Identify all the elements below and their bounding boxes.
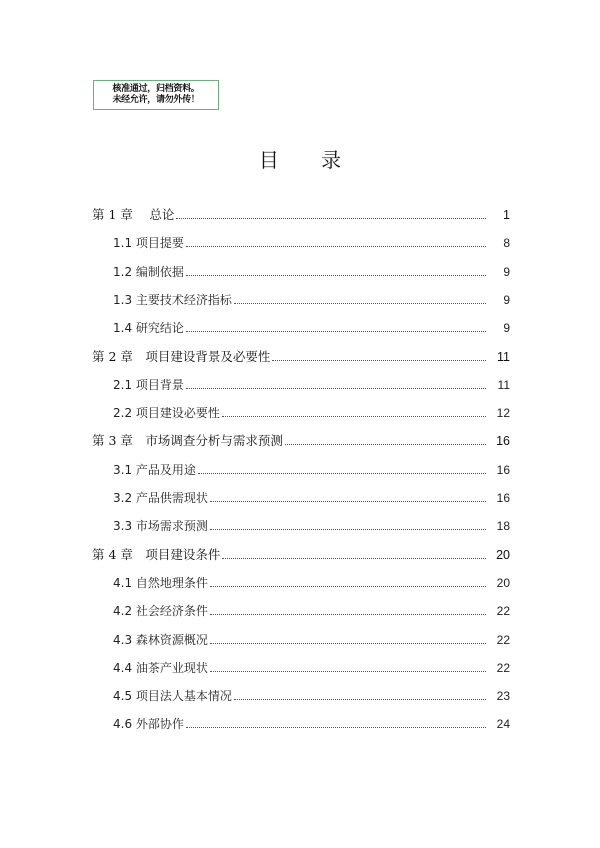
toc-entry-label: 4.2 社会经济条件 <box>113 604 208 619</box>
toc-entry-label: 3.1 产品及用途 <box>113 462 196 477</box>
toc-chapter-entry[interactable] <box>92 344 510 364</box>
toc-section-entry[interactable] <box>113 315 510 335</box>
toc-dot-leader <box>222 416 486 417</box>
toc-entry-page-number: 23 <box>496 689 510 704</box>
toc-section-entry[interactable] <box>113 372 510 392</box>
toc-entry-label: 第 3 章 市场调查分析与需求预测 <box>92 433 283 449</box>
toc-entry-label: 1.2 编制依据 <box>113 264 184 279</box>
toc-entry-page-number: 8 <box>503 236 510 251</box>
toc-entry-label: 3.3 市场需求预测 <box>113 519 208 534</box>
toc-section-entry[interactable] <box>113 711 510 731</box>
toc-section-entry[interactable] <box>113 457 510 477</box>
toc-dot-leader <box>186 275 486 276</box>
toc-entry-label: 1.4 研究结论 <box>113 321 184 336</box>
toc-entry-page-number: 16 <box>496 434 510 449</box>
toc-entry-page-number: 11 <box>497 349 510 364</box>
toc-entry-label: 4.5 项目法人基本情况 <box>113 689 232 704</box>
toc-entry-page-number: 11 <box>497 377 510 392</box>
toc-dot-leader <box>222 558 486 559</box>
toc-section-entry[interactable] <box>113 259 510 279</box>
toc-dot-leader <box>285 444 486 445</box>
toc-entry-page-number: 24 <box>496 717 510 732</box>
toc-entry-page-number: 9 <box>503 321 510 336</box>
toc-chapter-entry[interactable] <box>92 428 510 448</box>
toc-dot-leader <box>210 586 486 587</box>
toc-entry-page-number: 9 <box>503 264 510 279</box>
toc-dot-leader <box>234 303 486 304</box>
toc-entry-label: 2.2 项目建设必要性 <box>113 406 220 421</box>
toc-entry-label: 2.1 项目背景 <box>113 377 184 392</box>
toc-dot-leader <box>210 614 486 615</box>
toc-entry-label: 4.1 自然地理条件 <box>113 575 208 590</box>
approval-stamp <box>93 80 219 110</box>
toc-entry-page-number: 22 <box>496 660 510 675</box>
toc-section-entry[interactable] <box>113 655 510 675</box>
toc-chapter-entry[interactable] <box>92 542 510 562</box>
toc-entry-page-number: 12 <box>496 406 510 421</box>
toc-entry-page-number: 20 <box>496 547 510 562</box>
toc-dot-leader <box>186 331 486 332</box>
toc-section-entry[interactable] <box>113 627 510 647</box>
toc-section-entry[interactable] <box>113 287 510 307</box>
toc-entry-label: 4.6 外部协作 <box>113 717 184 732</box>
toc-dot-leader <box>186 727 486 728</box>
toc-entry-label: 1.3 主要技术经济指标 <box>113 292 232 307</box>
toc-entry-label: 1.1 项目提要 <box>113 236 184 251</box>
toc-dot-leader <box>186 246 486 247</box>
toc-dot-leader <box>198 473 486 474</box>
toc-entry-page-number: 22 <box>496 604 510 619</box>
toc-entry-label: 第 4 章 项目建设条件 <box>92 546 221 562</box>
toc-dot-leader <box>210 671 486 672</box>
toc-entry-page-number: 16 <box>496 491 510 505</box>
toc-dot-leader <box>176 218 486 219</box>
toc-entry-label: 4.4 油茶产业现状 <box>113 660 208 675</box>
toc-dot-leader <box>210 529 486 530</box>
stamp-line-2: 未经允许，请勿外传！ <box>112 95 200 105</box>
toc-dot-leader <box>186 388 486 389</box>
toc-entry-label: 4.3 森林资源概况 <box>113 632 208 647</box>
page-title: 目 录 <box>258 148 360 172</box>
toc-entry-page-number: 22 <box>496 632 510 647</box>
toc-section-entry[interactable] <box>113 683 510 703</box>
toc-entry-label: 第 1 章 总论 <box>92 207 175 222</box>
toc-entry-label: 第 2 章 项目建设背景及必要性 <box>92 348 271 364</box>
toc-dot-leader <box>234 699 486 700</box>
toc-entry-page-number: 1 <box>503 208 510 222</box>
toc-section-entry[interactable] <box>113 400 510 420</box>
toc-section-entry[interactable] <box>113 230 510 250</box>
toc-entry-label: 3.2 产品供需现状 <box>113 491 208 505</box>
toc-chapter-entry[interactable] <box>92 202 510 222</box>
toc-entry-page-number: 9 <box>503 292 510 307</box>
toc-dot-leader <box>272 360 486 361</box>
toc-entry-page-number: 18 <box>496 519 510 534</box>
toc-section-entry[interactable] <box>113 570 510 590</box>
toc-entry-page-number: 20 <box>496 575 510 590</box>
toc-entry-page-number: 16 <box>496 462 510 477</box>
stamp-line-1: 核准通过，归档资料。 <box>112 84 200 94</box>
toc-dot-leader <box>210 501 486 502</box>
toc-section-entry[interactable] <box>113 598 510 618</box>
toc-section-entry[interactable] <box>113 485 510 505</box>
toc-section-entry[interactable] <box>113 513 510 533</box>
toc-dot-leader <box>210 643 486 644</box>
